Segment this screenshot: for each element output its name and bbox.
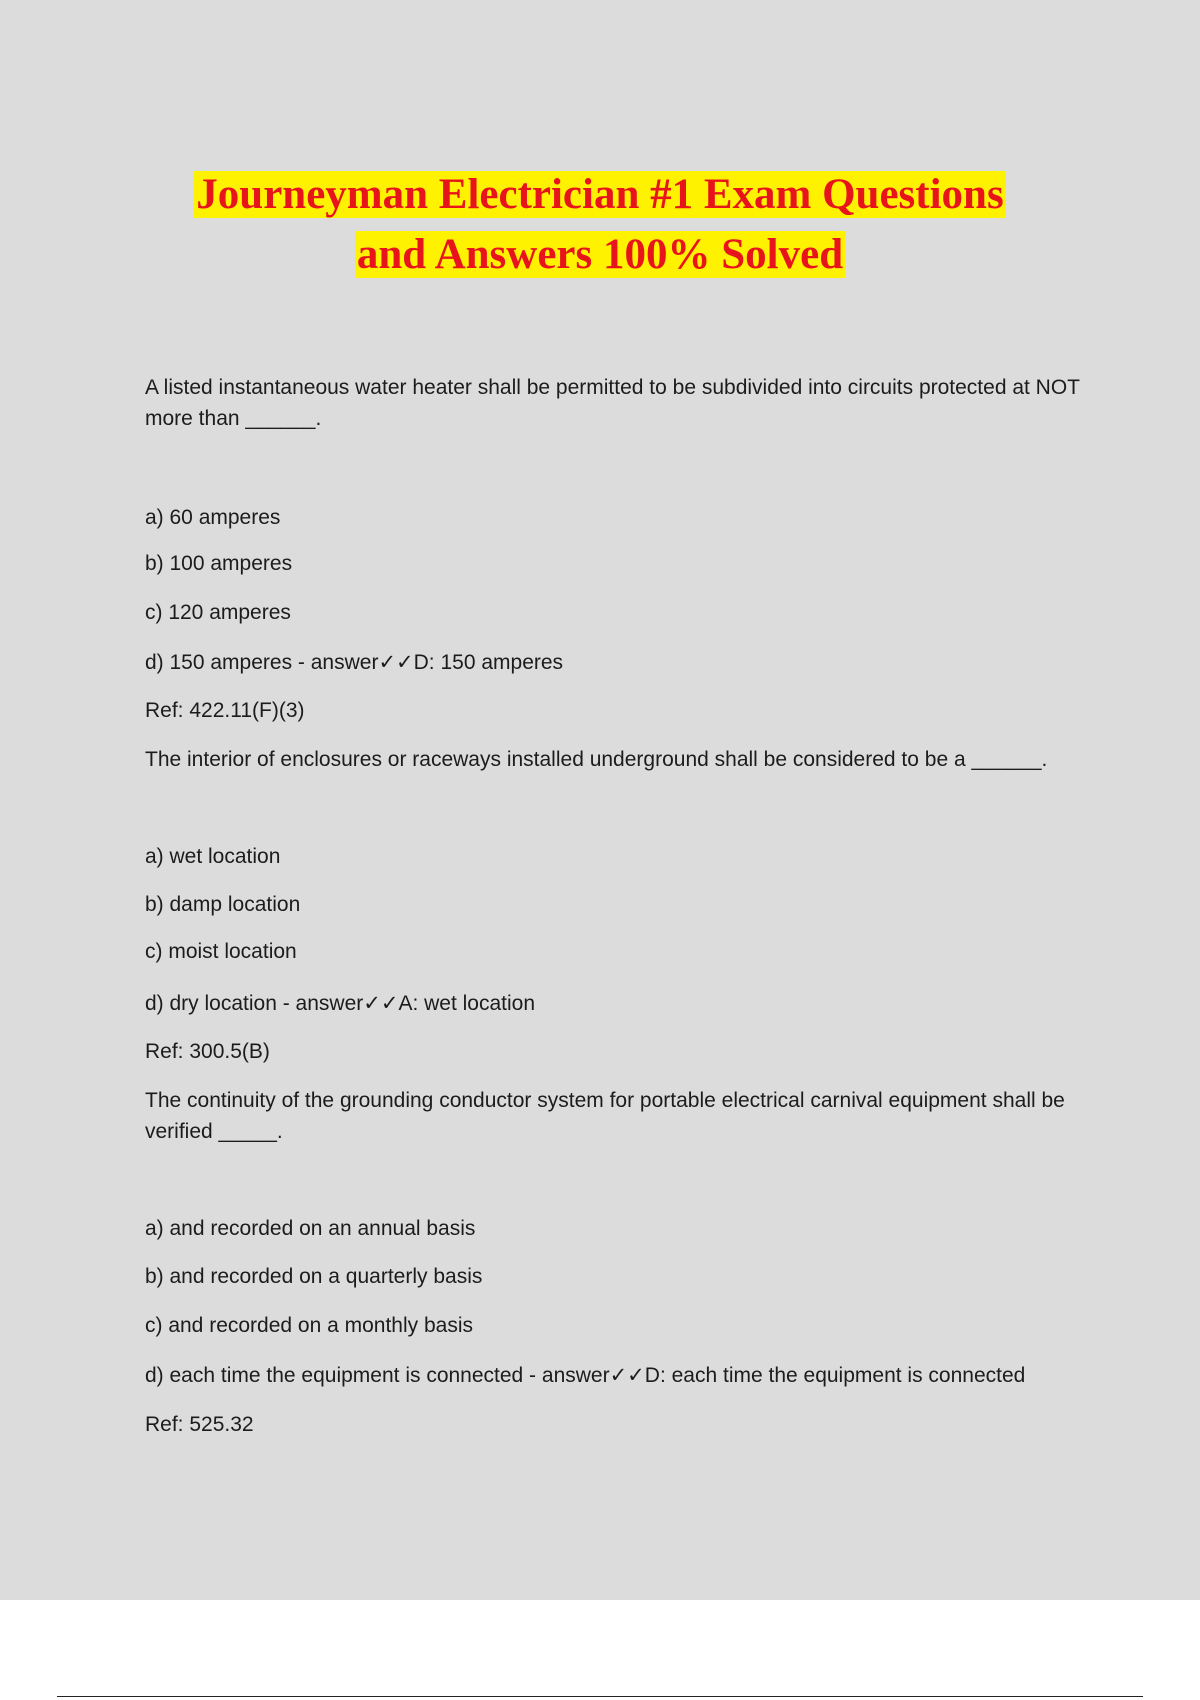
document-title-line-2: and Answers 100% Solved (356, 231, 844, 278)
question-3-text: The continuity of the grounding conductor system for portable electrical carnival equipment shall be verified _____. (145, 1089, 1065, 1143)
footer-divider (57, 1696, 1143, 1697)
question-3-option-c: c) and recorded on a monthly basis (145, 1314, 474, 1337)
question-1-text: A listed instantaneous water heater shall be permitted to be subdivided into circuits protected at NOT more than ______. (145, 376, 1080, 430)
question-1-option-b: b) 100 amperes (145, 552, 293, 575)
question-1-ref: Ref: 422.11(F)(3) (145, 699, 305, 722)
question-2-ref: Ref: 300.5(B) (145, 1040, 270, 1063)
question-1-option-a: a) 60 amperes (145, 506, 281, 529)
question-3-option-b: b) and recorded on a quarterly basis (145, 1265, 483, 1288)
question-2-option-b: b) damp location (145, 893, 301, 916)
question-1-option-d-answer: d) 150 amperes - answer✓✓D: 150 amperes (145, 651, 564, 674)
question-3-option-a: a) and recorded on an annual basis (145, 1217, 476, 1240)
question-2-option-d-answer: d) dry location - answer✓✓A: wet location (145, 992, 536, 1015)
question-2-option-a: a) wet location (145, 845, 281, 868)
document-title-line-1: Journeyman Electrician #1 Exam Questions (196, 171, 1004, 218)
question-1-option-c: c) 120 amperes (145, 601, 291, 624)
question-3-option-d-answer: d) each time the equipment is connected - answer✓✓D: each time the equipment is connected (145, 1364, 1026, 1387)
question-3-ref: Ref: 525.32 (145, 1413, 254, 1436)
document-title (0, 165, 1200, 285)
question-2-option-c: c) moist location (145, 940, 297, 963)
question-2-text: The interior of enclosures or raceways installed underground shall be considered to be a ______. (145, 748, 1048, 771)
